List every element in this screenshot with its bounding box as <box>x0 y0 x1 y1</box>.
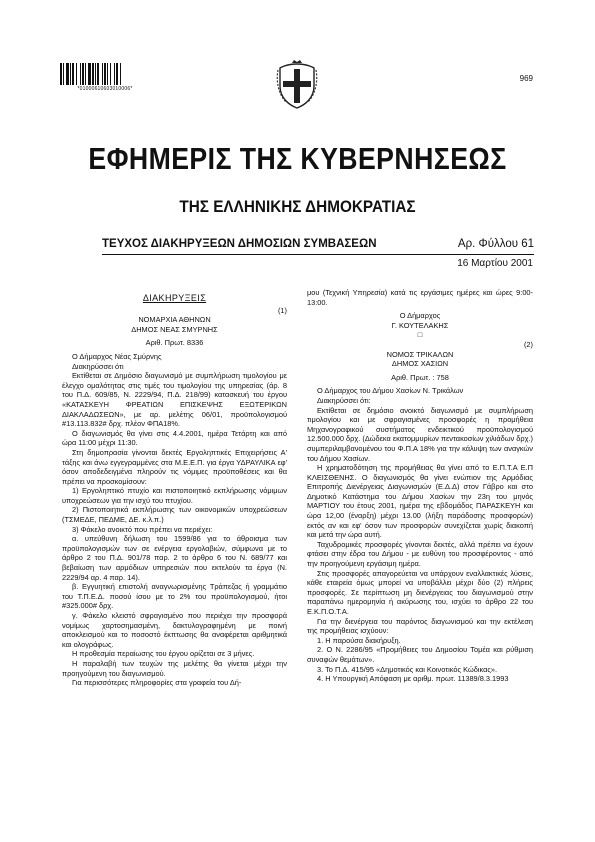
paragraph: Ο Δήμαρχος Νέας Σμύρνης <box>72 351 162 361</box>
notice-marker: (1) <box>277 305 287 315</box>
barcode-graphic <box>60 63 150 85</box>
paragraph: 1) Εργοληπτικό πτυχίο και πιστοποιητικό εκπλήρωσης νόμιμων υποχρεώσεων για την ισχύ του πτυχίου. <box>62 486 287 505</box>
paragraph: α. υπεύθυνη δήλωση του 1599/86 για το άθροισμα των προϋπολογισμών των σε ενέργεια εργολαβιών, σύμφωνα με το άρθρο 2 του Π.Δ. 901/78 παρ. 2 το άρθρο 6 του Ν. 689/77 και βεβαίωση των αρμόδιων υπηρεσιών που εκτελούν τα έργα (Ν. 2229/94 αρ. 4 παρ. 14). <box>62 534 287 582</box>
page-number: 969 <box>519 74 533 83</box>
signer-name: Γ. ΚΟΥΤΕΛΑΚΗΣ <box>391 320 449 330</box>
paragraph: γ. Φάκελο κλειστό σφραγισμένο που περιέχει την προσφορά νομίμως χαρτοσημασμένη, δακτυλογραφημένη με ποινή αποκλεισμού και το ποσοστό έκπτωσης θα αναφέρεται αριθμητικά και ολογράφως. <box>62 611 287 649</box>
paragraph: Εκτίθεται σε Δημόσιο διαγωνισμό με συμπλήρωση τιμολογίου με έλεγχο ομαλότητας στις τιμές του τιμολογίου της υπηρεσίας (άρ. 8 του Π.Δ. 609/85, Ν. 2229/94, Π.Δ. 218/99) κατασκευή του έργου «ΚΑΤΑΣΚΕΥΗ ΦΡΕΑΤΙΩΝ ΕΠΙΣΚΕΨΗΣ ΕΞΩΤΕΡΙΚΩΝ ΔΙΑΚΛΑΔΩΣΕΩΝ», με αρ. μελέτης 06/01, προϋπολογισμού #13.113.832# δρχ. πλέον ΦΠΑ18%. <box>62 371 287 429</box>
authority-line: ΝΟΜΟΣ ΤΡΙΚΑΛΩΝ <box>386 349 454 359</box>
gazette-subtitle: ΤΗΣ ΕΛΛΗΝΙΚΗΣ ΔΗΜΟΚΡΑΤΙΑΣ <box>179 197 416 216</box>
paragraph: 1. Η παρούσα διακήρυξη. <box>317 635 401 645</box>
protocol-number: Αριθ. Πρωτ. : 758 <box>391 372 449 382</box>
paragraph: Στη δημοπρασία γίνονται δεκτές Εργοληπτικές Επιχειρήσεις Α' τάξης και άνω εγγεγραμμένες στα Μ.Ε.Ε.Π. για έργα ΥΔΡΑΥΛΙΚΑ εφ' όσον αποδεδειγμένα πληρούν τις νόμιμες προϋποθέσεις και θα πρέπει να προσκομίσουν: <box>62 447 287 486</box>
paragraph: β. Εγγυητική επιστολή αναγνωρισμένης Τράπεζας ή γραμμάτιο του Τ.Π.Ε.Δ. ποσού ίσου με το 2% του προϋπολογισμού, ήτοι #325.000# δρχ. <box>62 582 287 611</box>
paragraph: Ο διαγωνισμός θα γίνει στις 4.4.2001, ημέρα Τετάρτη και από ώρα 11:00 μέχρι 11:30. <box>62 428 287 448</box>
gazette-title: ΕΦΗΜΕΡΙΣ ΤΗΣ ΚΥΒΕΡΝΗΣΕΩΣ <box>88 141 507 176</box>
sheet-number: Αρ. Φύλλου 61 <box>457 238 534 250</box>
stamp-square-icon: □ <box>417 330 423 340</box>
paragraph: 2) Πιστοποιητικά εκπλήρωσης των οικονομικών υποχρεώσεων (ΤΣΜΕΔΕ, ΠΕΔΜΕ, ΔΕ. κ.λ.π.) <box>62 505 287 525</box>
greek-coat-of-arms-emblem <box>274 60 320 110</box>
paragraph: 4. Η Υπουργική Απόφαση με αριθμ. πρωτ. 11389/8.3.1993 <box>317 674 509 684</box>
header-divider <box>102 254 534 255</box>
paragraph: 3) Φάκελο ανοικτό που πρέπει να περιέχει: <box>72 524 213 534</box>
paragraph: Ταχυδρομικές προσφορές γίνονται δεκτές, αλλά πρέπει να έχουν φτάσει στην έδρα του Δήμου - με ευθύνη του προσφέροντος - από την προηγούμενη εργάσιμη ημέρα. <box>307 539 533 569</box>
barcode <box>60 63 150 85</box>
paragraph-continuation: μου (Τεχνική Υπηρεσία) κατά τις εργάσιμες ημέρες και ώρες 9:00-13:00. <box>307 288 533 307</box>
authority-line: ΝΟΜΑΡΧΙΑ ΑΘΗΝΩΝ <box>138 315 211 325</box>
signer-title: Ο Δήμαρχος <box>399 311 441 321</box>
paragraph: Η προθεσμία περαίωσης του έργου ορίζεται σε 3 μήνες. <box>72 649 255 659</box>
issue-label: ΤΕΥΧΟΣ ΔΙΑΚΗΡΥΞΕΩΝ ΔΗΜΟΣΙΩΝ ΣΥΜΒΑΣΕΩΝ <box>102 238 377 250</box>
barcode-number: *01000610603010006* <box>77 86 133 92</box>
paragraph: Η χρηματοδότηση της προμήθειας θα γίνει από το Ε.Π.Τ.Α Ε.Π ΚΛΕΙΣΘΕΝΗΣ. Ο διαγωνισμός θα γίνει ενώπιον της Αρμόδιας Επιτροπής Διενέργειας Διαγωνισμών (Ε.Δ.Δ) στον Γάβρο και στο Δημοτικό Κατάστημα του Δήμου Χασίων την 23η του μηνός ΜΑΡΤΙΟΥ του έτους 2001, ημέρα της εβδομάδος ΠΑΡΑΣΚΕΥΗ και ώρα 12,00 (έναρξη) μέχρι 13.00 (λήξη παράδοσης προσφορών) εκτός αν και εφ' όσον των προσφορών συνεχίζεται χωρίς διακοπή και μετά την ώρα αυτή. <box>307 463 533 540</box>
protocol-number: Αριθ. Πρωτ. 8336 <box>145 338 204 348</box>
authority-line: ΔΗΜΟΣ ΧΑΣΙΩΝ <box>391 359 449 369</box>
paragraph: 2. Ο Ν. 2286/95 «Προμήθειες του Δημοσίου Τομέα και ρύθμιση συναφών θεμάτων». <box>307 645 533 664</box>
authority-line: ΔΗΜΟΣ ΝΕΑΣ ΣΜΥΡΝΗΣ <box>131 324 218 334</box>
paragraph: Ο Δήμαρχος του Δήμου Χασίων Ν. Τρικάλων <box>317 386 464 396</box>
paragraph: Στις προσφορές απαγορεύεται να υπάρχουν εναλλακτικές λύσεις, κάθε εταιρεία όμως μπορεί να υποβάλλει μέχρι δύο (2) πλήρεις προσφορές. Σε περίπτωση μη διενέργειας του διαγωνισμού στην παραπάνω ημερομηνία ή ακύρωσης του, ισχύει το άρθρο 22 του Ε.Κ.Π.Ο.Τ.Α. <box>307 568 533 616</box>
left-column <box>62 294 287 688</box>
paragraph: Εκτίθεται σε δημόσιο ανοικτό διαγωνισμό με συμπλήρωση τιμολογίου και με σφραγισμένες προσφορές η προμήθεια Μηχανογραφικού συστήματος ενδεικτικού προϋπολογισμού 12.500.000 δρχ. (Δώδεκα εκατομμυρίων πεντακοσίων χιλιάδων δρχ.) συμπεριλαμβανομένου του Φ.Π.Α 18% για την κάλυψη των αναγκών του Δήμου Χασίων. <box>307 405 533 463</box>
paragraph: 3. Το Π.Δ. 415/95 «Δημοτικός και Κοινοτικός Κώδικας». <box>317 664 498 674</box>
paragraph: Διακηρύσσει ότι: <box>317 395 371 405</box>
paragraph: Για περισσότερες πληροφορίες στα γραφεία του Δή- <box>72 678 242 688</box>
paragraph: Διακηρύσσει ότι <box>72 361 124 371</box>
right-column <box>307 288 533 684</box>
paragraph: Η παραλαβή των τευχών της μελέτης θα γίνεται μέχρι την προηγούμενη του διαγωνισμού. <box>62 658 287 678</box>
paragraph: Για την διενέργεια του παρόντος διαγωνισμού και την εκτέλεση της προμήθειας ισχύουν: <box>307 616 533 636</box>
notice-marker: (2) <box>523 339 533 349</box>
section-heading: ΔΙΑΚΗΡΥΞΕΙΣ <box>142 293 207 303</box>
issue-date: 16 Μαρτίου 2001 <box>457 258 533 269</box>
